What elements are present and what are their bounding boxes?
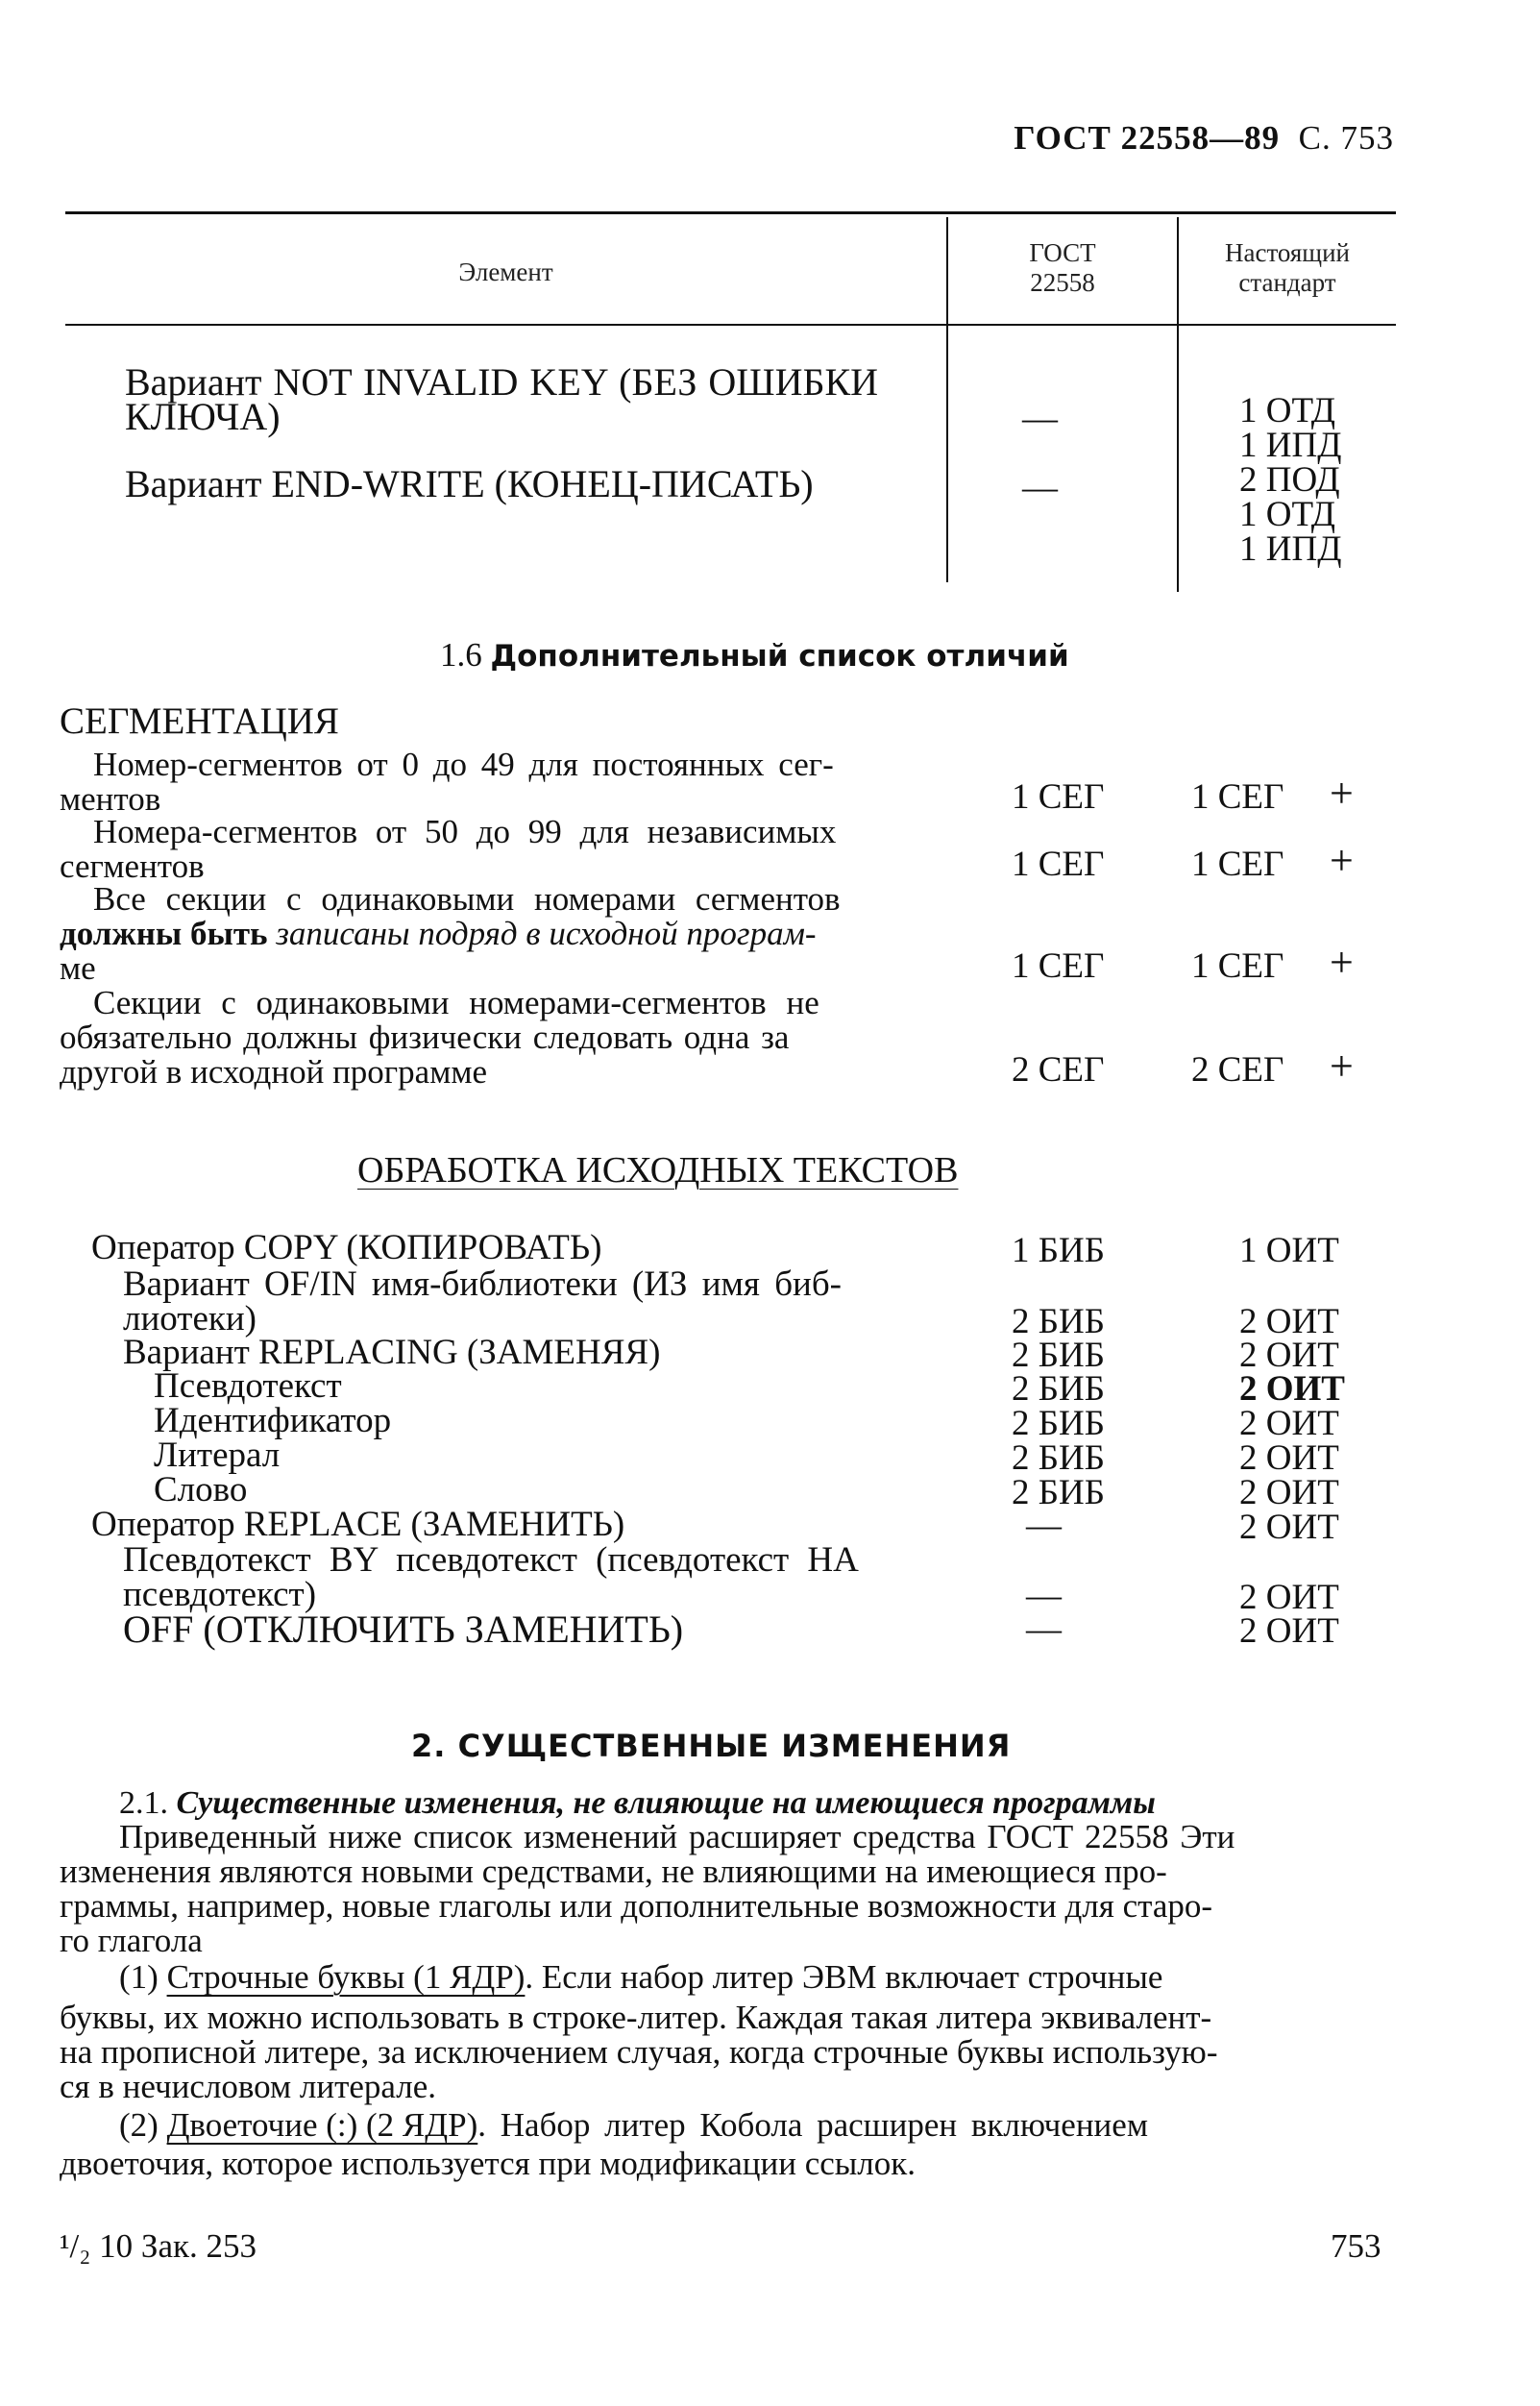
item1-link: Строчные буквы (1 ЯДР) (166, 1958, 526, 1996)
section-1-6-text: Дополнительный список отличий (490, 639, 1069, 674)
src-row3-gost: 2 БИБ (1012, 1336, 1105, 1375)
src-row5-gost: 2 БИБ (1012, 1404, 1105, 1443)
seg-row3-mark: + (1330, 939, 1354, 986)
src-row6-current: 2 ОИТ (1239, 1438, 1339, 1478)
seg-row3-l2-bold: должны быть (60, 915, 268, 952)
section-1-6-title (440, 636, 1069, 675)
seg-row4-l3: другой в исходной программе (60, 1053, 488, 1091)
section-2-heading: 2. СУЩЕСТВЕННЫЕ ИЗМЕНЕНИЯ (411, 1728, 1012, 1764)
seg-row4-mark: + (1330, 1043, 1354, 1090)
seg-row3-gost: 1 СЕГ (1012, 946, 1105, 986)
seg-row4-gost: 2 СЕГ (1012, 1050, 1105, 1090)
p1-line3: граммы, например, новые глаголы или дополнительные возможности для старо- (60, 1887, 1213, 1925)
src-row9-l2: псевдотекст) (123, 1575, 317, 1614)
src-row7-current: 2 ОИТ (1239, 1473, 1339, 1512)
item2-line2: двоеточия, которое используется при модификации ссылок. (60, 2145, 917, 2182)
row-end-write-current: 2 ПОД 1 ОТД 1 ИПД (1239, 460, 1342, 569)
seg-row1-l2: ментов (60, 780, 161, 818)
row-not-invalid-key-current: 1 ОТД 1 ИПД (1239, 391, 1342, 465)
src-row6: Литерал (154, 1436, 281, 1475)
src-row2-current: 2 ОИТ (1239, 1302, 1339, 1341)
src-row8: Оператор REPLACE (ЗАМЕНИТЬ) (91, 1505, 625, 1544)
src-row10-current: 2 ОИТ (1239, 1611, 1339, 1651)
src-row4-current: 2 ОИТ (1239, 1369, 1345, 1409)
seg-row4-l1: Секции с одинаковыми номерами-сегментов не (93, 984, 819, 1021)
p1-line4: го глагола (60, 1922, 203, 1959)
src-row2-l1: Вариант OF/IN имя-библиотеки (ИЗ имя биб- (123, 1264, 842, 1304)
src-row9-current: 2 ОИТ (1239, 1578, 1339, 1617)
item1-line4: ся в нечисловом литерале. (60, 2068, 437, 2105)
src-row7-gost: 2 БИБ (1012, 1473, 1105, 1512)
seg-row1-l1: Номер-сегментов от 0 до 49 для постоянных сег- (93, 746, 834, 783)
src-row7: Слово (154, 1470, 248, 1510)
src-row5: Идентификатор (154, 1401, 392, 1440)
footer-page-number: 753 (1331, 2227, 1381, 2265)
gost-number: ГОСТ 22558—89 (1014, 119, 1281, 157)
src-row2-l2: лиотеки) (123, 1299, 257, 1338)
running-header (1014, 119, 1394, 158)
seg-row2-l2: сегментов (60, 847, 205, 885)
seg-row3-l2-italic: записаны подряд в исходной програм- (276, 915, 817, 952)
subsection-2-1-number: 2.1. (119, 1785, 168, 1821)
table-top-rule (65, 211, 1396, 214)
row-not-invalid-key-gost: — (1022, 399, 1058, 438)
seg-row3-current: 1 СЕГ (1191, 946, 1284, 986)
item2-line1 (119, 2108, 1148, 2142)
src-row10-gost: — (1026, 1609, 1062, 1649)
seg-row4-current: 2 СЕГ (1191, 1050, 1284, 1090)
item2-number: (2) (119, 2106, 159, 2144)
col-head-current: Настоящий стандарт (1224, 238, 1350, 297)
subsection-2-1 (119, 1785, 1156, 1822)
src-row4-gost: 2 БИБ (1012, 1369, 1105, 1409)
item1-line1-rest: . Если набор литер ЭВМ включает строчные (525, 1958, 1163, 1996)
src-row9-gost: — (1026, 1576, 1062, 1615)
item1-line2: буквы, их можно использовать в строке-литер. Каждая такая литера эквивалент- (60, 1999, 1212, 2036)
src-row6-gost: 2 БИБ (1012, 1438, 1105, 1478)
seg-row1-mark: + (1330, 770, 1354, 817)
src-row8-gost: — (1026, 1506, 1062, 1545)
src-row1: Оператор COPY (КОПИРОВАТЬ) (91, 1228, 602, 1267)
src-row2-gost: 2 БИБ (1012, 1302, 1105, 1341)
table-head-rule (65, 324, 1396, 326)
src-row1-gost: 1 БИБ (1012, 1231, 1105, 1270)
row-end-write: Вариант END-WRITE (КОНЕЦ-ПИСАТЬ) (125, 462, 814, 505)
seg-row4-l2: обязательно должны физически следовать одна за (60, 1019, 790, 1056)
seg-row1-gost: 1 СЕГ (1012, 777, 1105, 817)
source-text-heading: ОБРАБОТКА ИСХОДНЫХ ТЕКСТОВ (357, 1150, 959, 1191)
row-end-write-gost: — (1022, 468, 1058, 507)
item1-line1 (119, 1960, 1162, 1994)
seg-row3-l1: Все секции с одинаковыми номерами сегментов (93, 880, 841, 918)
seg-row2-l1: Номера-сегментов от 50 до 99 для независимых (93, 813, 837, 850)
seg-row2-current: 1 СЕГ (1191, 845, 1284, 884)
seg-row2-mark: + (1330, 837, 1354, 884)
page-label: С. 753 (1298, 119, 1394, 157)
src-row10: OFF (ОТКЛЮЧИТЬ ЗАМЕНИТЬ) (123, 1608, 684, 1651)
footer-order-number: ¹/₂ 10 Зак. 253 (60, 2227, 257, 2265)
p1-line1: Приведенный ниже список изменений расширяет средства ГОСТ 22558 Эти (119, 1818, 1235, 1855)
item2-link: Двоеточие (:) (2 ЯДР) (166, 2106, 478, 2144)
src-row1-current: 1 ОИТ (1239, 1231, 1339, 1270)
src-row5-current: 2 ОИТ (1239, 1404, 1339, 1443)
p1-line2: изменения являются новыми средствами, не влияющими на имеющиеся про- (60, 1853, 1167, 1890)
src-row4: Псевдотекст (154, 1366, 342, 1406)
segmentation-heading: СЕГМЕНТАЦИЯ (60, 700, 339, 742)
col-head-element: Элемент (458, 258, 553, 286)
subsection-2-1-title: Существенные изменения, не влияющие на имеющиеся программы (176, 1785, 1156, 1821)
item1-number: (1) (119, 1958, 159, 1996)
seg-row2-gost: 1 СЕГ (1012, 845, 1105, 884)
src-row3: Вариант REPLACING (ЗАМЕНЯЯ) (123, 1333, 661, 1372)
row-not-invalid-key-l2: КЛЮЧА) (125, 395, 281, 438)
section-1-6-number: 1.6 (440, 636, 482, 674)
src-row9-l1: Псевдотекст BY псевдотекст (псевдотекст НА (123, 1540, 859, 1580)
src-row3-current: 2 ОИТ (1239, 1336, 1339, 1375)
item2-line1-rest: . Набор литер Кобола расширен включением (477, 2106, 1148, 2144)
item1-line3: на прописной литере, за исключением случая, когда строчные буквы использую- (60, 2033, 1218, 2071)
src-row8-current: 2 ОИТ (1239, 1508, 1339, 1547)
col-head-gost: ГОСТ 22558 (1029, 238, 1096, 297)
seg-row1-current: 1 СЕГ (1191, 777, 1284, 817)
seg-row3-l2 (60, 917, 817, 950)
row-not-invalid-key-l1: Вариант NOT INVALID KEY (БЕЗ ОШИБКИ (125, 360, 879, 404)
seg-row3-l3: ме (60, 949, 96, 987)
